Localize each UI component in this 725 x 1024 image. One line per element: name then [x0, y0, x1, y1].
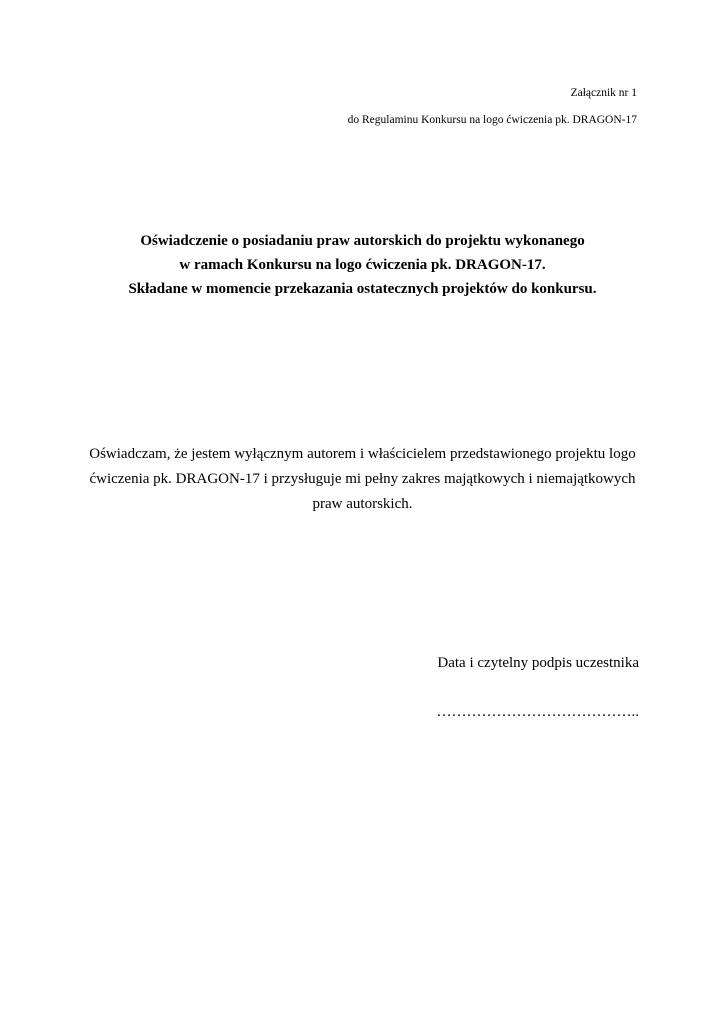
statement-line: praw autorskich.	[312, 496, 413, 512]
title-line: Składane w momencie przekazania ostatecznych projektów do konkursu.	[128, 281, 597, 297]
signature-dotted-line: …………………………………..	[436, 704, 639, 720]
title-line: Oświadczenie o posiadaniu praw autorskich do projektu wykonanego	[140, 233, 585, 249]
declaration-statement	[60, 442, 665, 517]
annex-number: Załącznik nr 1	[570, 87, 637, 99]
statement-line: Oświadczam, że jestem wyłącznym autorem i właścicielem przedstawionego projektu logo	[89, 446, 636, 462]
annex-reference: do Regulaminu Konkursu na logo ćwiczenia pk. DRAGON-17	[347, 114, 637, 126]
signature-label: Data i czytelny podpis uczestnika	[437, 655, 639, 671]
document-title	[60, 229, 665, 301]
title-line: w ramach Konkursu na logo ćwiczenia pk. DRAGON-17.	[179, 257, 546, 273]
statement-line: ćwiczenia pk. DRAGON-17 i przysługuje mi pełny zakres majątkowych i niemajątkowych	[89, 471, 636, 487]
